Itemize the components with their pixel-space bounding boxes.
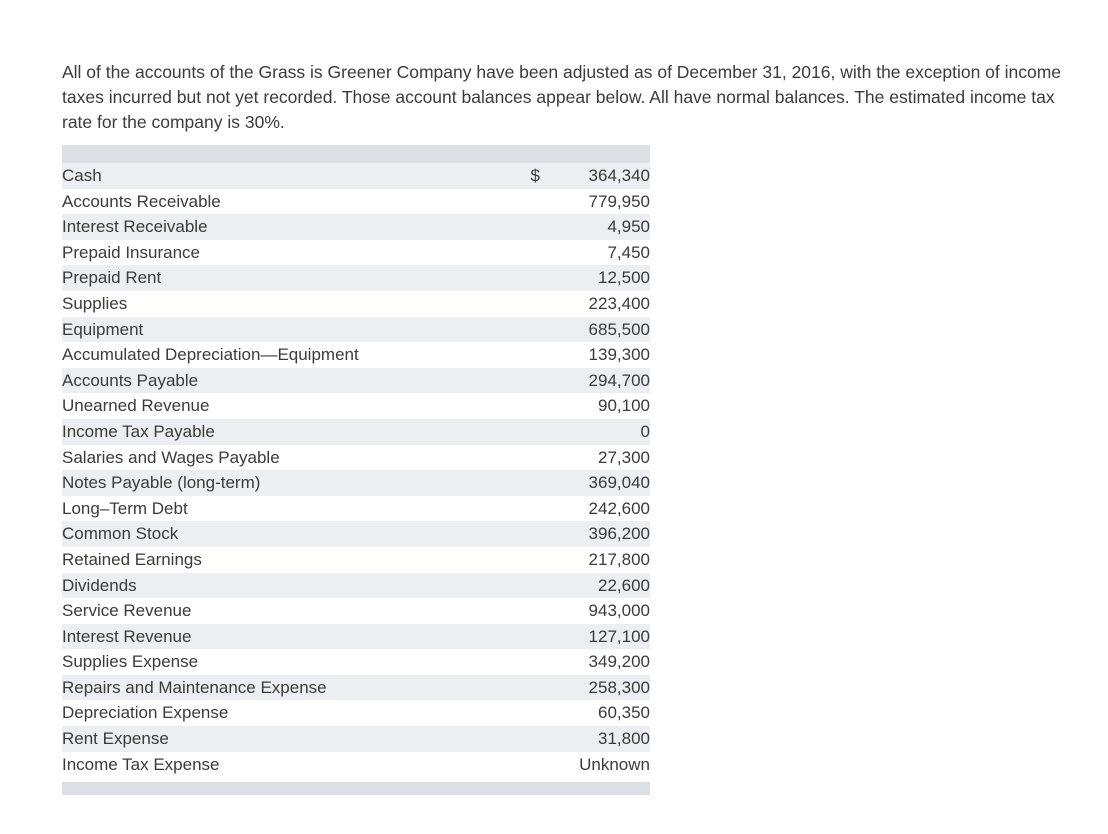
table-row (62, 342, 650, 368)
account-balance: 779,950 (540, 189, 650, 215)
account-name: Accounts Receivable (62, 189, 510, 215)
table-row (62, 649, 650, 675)
account-balance: 258,300 (540, 675, 650, 701)
table-row (62, 445, 650, 471)
table-row (62, 470, 650, 496)
account-name: Supplies Expense (62, 649, 510, 675)
account-name: Repairs and Maintenance Expense (62, 675, 510, 701)
account-balance: 22,600 (540, 573, 650, 599)
account-name: Interest Receivable (62, 214, 510, 240)
accounts-table-body (62, 163, 650, 777)
account-name: Income Tax Payable (62, 419, 510, 445)
intro-paragraph: All of the accounts of the Grass is Greener Company have been adjusted as of December 31, 2016, with the exception of income taxes incurred but not yet recorded. Those account balances appear below. All have normal balances. The estimated income tax rate for the company is 30%. (62, 61, 1062, 132)
currency-symbol (510, 573, 540, 599)
currency-symbol (510, 649, 540, 675)
table-header-band (62, 145, 650, 163)
currency-symbol: $ (510, 163, 540, 189)
table-row (62, 240, 650, 266)
table-row (62, 368, 650, 394)
account-name: Accounts Payable (62, 368, 510, 394)
account-balance: Unknown (540, 752, 650, 778)
table-row (62, 573, 650, 599)
currency-symbol (510, 496, 540, 522)
currency-symbol (510, 445, 540, 471)
account-name: Cash (62, 163, 510, 189)
account-balance: 127,100 (540, 624, 650, 650)
accounts-table (62, 163, 650, 777)
currency-symbol (510, 700, 540, 726)
account-name: Income Tax Expense (62, 752, 510, 778)
account-balance: 7,450 (540, 240, 650, 266)
account-name: Rent Expense (62, 726, 510, 752)
table-row (62, 163, 650, 189)
table-row (62, 675, 650, 701)
account-balance: 943,000 (540, 598, 650, 624)
table-row (62, 189, 650, 215)
table-row (62, 547, 650, 573)
currency-symbol (510, 598, 540, 624)
account-balance: 12,500 (540, 265, 650, 291)
account-name: Prepaid Insurance (62, 240, 510, 266)
table-row (62, 624, 650, 650)
account-name: Unearned Revenue (62, 393, 510, 419)
currency-symbol (510, 624, 540, 650)
account-balance: 4,950 (540, 214, 650, 240)
account-balance: 0 (540, 419, 650, 445)
currency-symbol (510, 342, 540, 368)
account-name: Service Revenue (62, 598, 510, 624)
currency-symbol (510, 393, 540, 419)
account-name: Supplies (62, 291, 510, 317)
account-name: Equipment (62, 317, 510, 343)
account-name: Dividends (62, 573, 510, 599)
table-row (62, 317, 650, 343)
table-footer-band (62, 782, 650, 795)
table-row (62, 419, 650, 445)
table-row (62, 726, 650, 752)
currency-symbol (510, 547, 540, 573)
currency-symbol (510, 470, 540, 496)
account-balance: 685,500 (540, 317, 650, 343)
currency-symbol (510, 291, 540, 317)
table-row (62, 700, 650, 726)
account-balance: 217,800 (540, 547, 650, 573)
currency-symbol (510, 317, 540, 343)
table-row (62, 752, 650, 778)
currency-symbol (510, 189, 540, 215)
account-balance: 369,040 (540, 470, 650, 496)
account-name: Interest Revenue (62, 624, 510, 650)
table-row (62, 521, 650, 547)
table-row (62, 291, 650, 317)
account-balance: 396,200 (540, 521, 650, 547)
account-name: Prepaid Rent (62, 265, 510, 291)
currency-symbol (510, 675, 540, 701)
account-balance: 27,300 (540, 445, 650, 471)
account-balance: 60,350 (540, 700, 650, 726)
account-balance: 31,800 (540, 726, 650, 752)
currency-symbol (510, 419, 540, 445)
table-row (62, 393, 650, 419)
currency-symbol (510, 265, 540, 291)
account-balance: 364,340 (540, 163, 650, 189)
currency-symbol (510, 521, 540, 547)
account-name: Accumulated Depreciation—Equipment (62, 342, 510, 368)
account-name: Common Stock (62, 521, 510, 547)
table-row (62, 496, 650, 522)
account-balance: 223,400 (540, 291, 650, 317)
account-name: Long–Term Debt (62, 496, 510, 522)
account-balance: 139,300 (540, 342, 650, 368)
account-balance: 349,200 (540, 649, 650, 675)
table-row (62, 214, 650, 240)
currency-symbol (510, 752, 540, 778)
account-balance: 90,100 (540, 393, 650, 419)
account-name: Retained Earnings (62, 547, 510, 573)
currency-symbol (510, 368, 540, 394)
currency-symbol (510, 726, 540, 752)
table-row (62, 265, 650, 291)
account-balance: 294,700 (540, 368, 650, 394)
currency-symbol (510, 214, 540, 240)
account-balances-table (62, 145, 650, 795)
table-row (62, 598, 650, 624)
account-balance: 242,600 (540, 496, 650, 522)
account-name: Depreciation Expense (62, 700, 510, 726)
currency-symbol (510, 240, 540, 266)
account-name: Notes Payable (long-term) (62, 470, 510, 496)
account-name: Salaries and Wages Payable (62, 445, 510, 471)
